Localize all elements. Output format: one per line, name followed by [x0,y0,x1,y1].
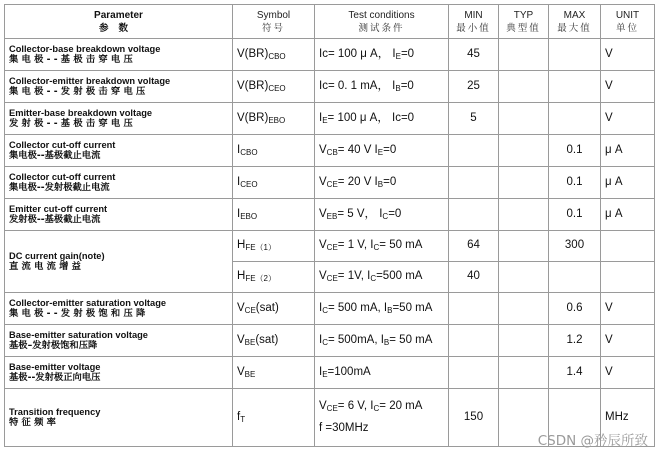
table-row: Collector cut-off current 集电极--基极截止电流 $I_{CBO}$ $V_{CB}= 40$ V $I_E=0$ 0.1 μ A [5,135,655,167]
table-row: Collector-emitter saturation voltage 集 电 极 - - 发 射 极 饱 和 压 降 $V_{CE}(sat)$ $I_C= 500$ mA, $I_B=50$ mA 0.6 V [5,293,655,325]
watermark: CSDN @矜辰所致 [537,433,648,449]
header-parameter: Parameter 参数 [5,5,233,39]
header-row [5,5,655,39]
header-unit: UNIT 单位 [601,5,655,39]
header-symbol: Symbol 符号 [233,5,315,39]
table-row: Base-emitter voltage 基极--发射极正向电压 $V_{BE}$ $I_E=100mA$ 1.4 V [5,357,655,389]
table-row: Emitter-base breakdown voltage 发 射 极 - - 基 极 击 穿 电 压 $V(BR)_{EBO}$ $I_E= 100$ μ A， Ic=0 5 V [5,103,655,135]
table-row-hfe2: $H_{FE(2)}$ $V_{CE}= 1V$, $I_C=500$ mA 40 [5,262,655,293]
header-min: MIN 最小值 [449,5,499,39]
header-typ: TYP 典型值 [499,5,549,39]
table-row: Collector cut-off current 集电极--发射极截止电流 $I_{CEO}$ $V_{CE}= 20$ V $I_B=0$ 0.1 μ A [5,167,655,199]
table-row-ft: Transition frequency 特 征 频 率 $f_T$ $V_{CE}= 6$ V, $I_C= 20$ mA f =30MHz 150 MHz [5,389,655,447]
header-max: MAX 最大值 [549,5,601,39]
header-conditions: Test conditions 测试条件 [315,5,449,39]
table-row: Collector-emitter breakdown voltage 集 电 极 - - 发 射 极 击 穿 电 压 $V(BR)_{CEO}$ Ic= 0. 1 mA， $I_B=0$ 25 V [5,71,655,103]
spec-table [4,4,655,447]
table-row: Base-emitter saturation voltage 基极–发射极饱和压降 $V_{BE}(sat)$ $I_C= 500mA$, $I_B= 50$ mA 1.2 V [5,325,655,357]
table-row: Collector-base breakdown voltage 集 电 极 - - 基 极 击 穿 电 压 $V(BR)_{CBO}$ Ic= 100 μ A， $I_E=0$ 45 V [5,39,655,71]
table-row: Emitter cut-off current 发射极--基极截止电流 $I_{EBO}$ $V_{EB}= 5$ V， $I_C=0$ 0.1 μ A [5,199,655,231]
table-row-hfe1: DC current gain(note) 直 流 电 流 增 益 $H_{FE(1)}$ $V_{CE}= 1$ V, $I_C= 50$ mA 64 300 [5,231,655,262]
